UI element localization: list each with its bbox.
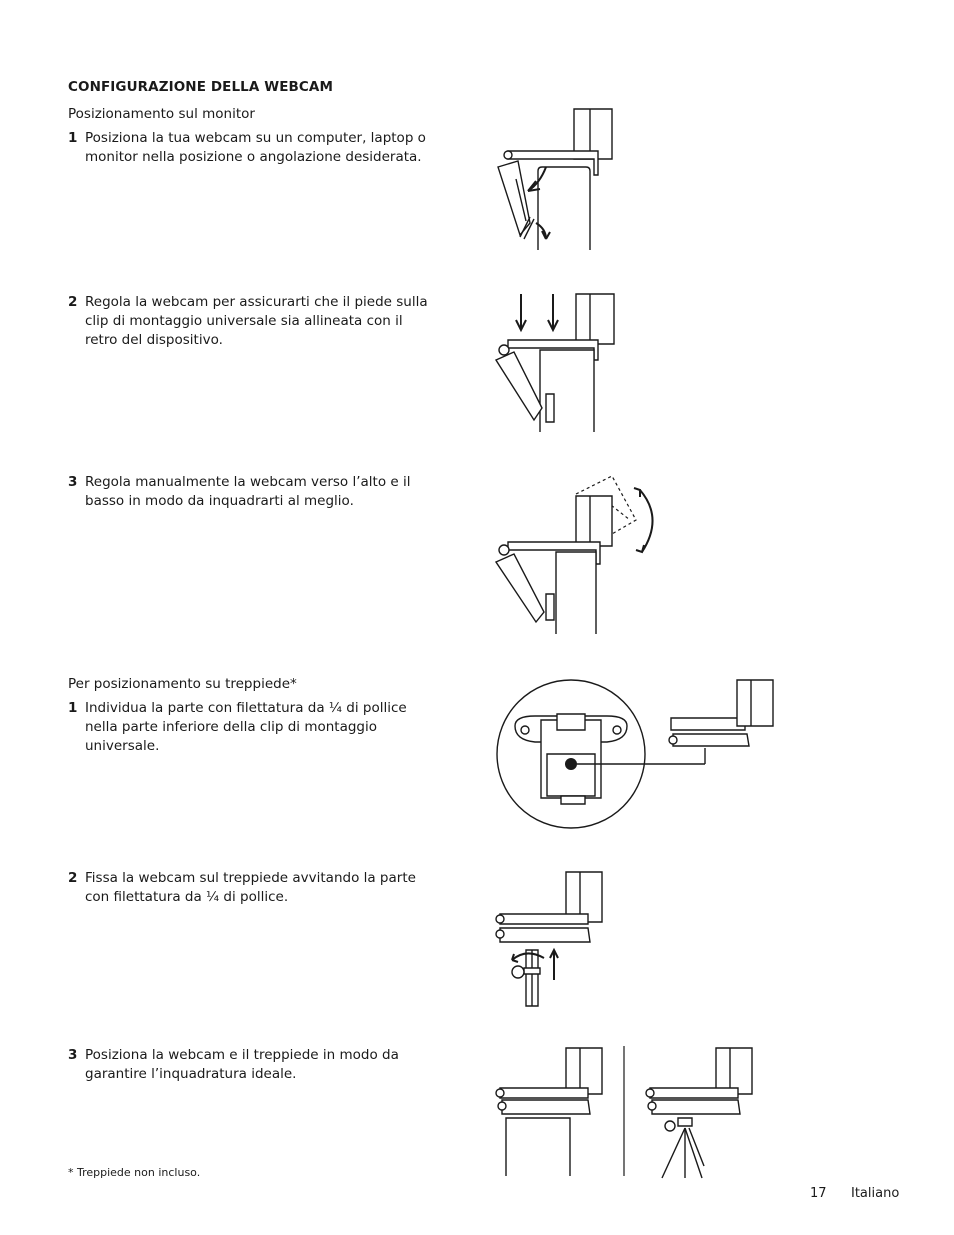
- tripod-step-1: [68, 699, 428, 756]
- section-title: CONFIGURAZIONE DELLA WEBCAM: [68, 79, 333, 95]
- tripod-step-3: [68, 1046, 428, 1084]
- footnote: * Treppiede non incluso.: [68, 1166, 201, 1179]
- step-number: 2: [68, 294, 78, 310]
- step-number: 1: [68, 130, 78, 146]
- step-text: Regola manualmente la webcam verso l’alto e il basso in modo da inquadrarti al meglio.: [85, 474, 411, 509]
- step-number: 2: [68, 870, 78, 886]
- step-text: Posiziona la tua webcam su un computer, laptop o monitor nella posizione o angolazione desiderata.: [85, 130, 426, 165]
- tilt-illustration: [490, 472, 670, 637]
- tripod-heading: Per posizionamento su treppiede*: [68, 676, 297, 692]
- step-text: Individua la parte con filettatura da ¼ di pollice nella parte inferiore della clip di montaggio universale.: [85, 700, 407, 754]
- step-text: Regola la webcam per assicurarti che il piede sulla clip di montaggio universale sia allineata con il retro del dispositivo.: [85, 294, 428, 348]
- step-number: 3: [68, 1047, 78, 1063]
- tripod-step-2: [68, 869, 428, 907]
- alignment-illustration: [490, 290, 630, 435]
- thread-detail-illustration: [495, 678, 780, 833]
- step-number: 3: [68, 474, 78, 490]
- monitor-step-1: [68, 129, 428, 167]
- step-text: Posiziona la webcam e il treppiede in modo da garantire l’inquadratura ideale.: [85, 1047, 399, 1082]
- step-number: 1: [68, 700, 78, 716]
- monitor-step-2: [68, 293, 428, 350]
- monitor-mount-illustration: [490, 105, 630, 255]
- page-number: 17: [810, 1186, 827, 1201]
- tripod-attach-illustration: [490, 868, 630, 1008]
- page-language: Italiano: [851, 1186, 900, 1201]
- step-text: Fissa la webcam sul treppiede avvitando la parte con filettatura da ¼ di pollice.: [85, 870, 416, 905]
- monitor-heading: Posizionamento sul monitor: [68, 106, 255, 122]
- monitor-step-3: [68, 473, 428, 511]
- final-placement-illustration: [490, 1044, 760, 1182]
